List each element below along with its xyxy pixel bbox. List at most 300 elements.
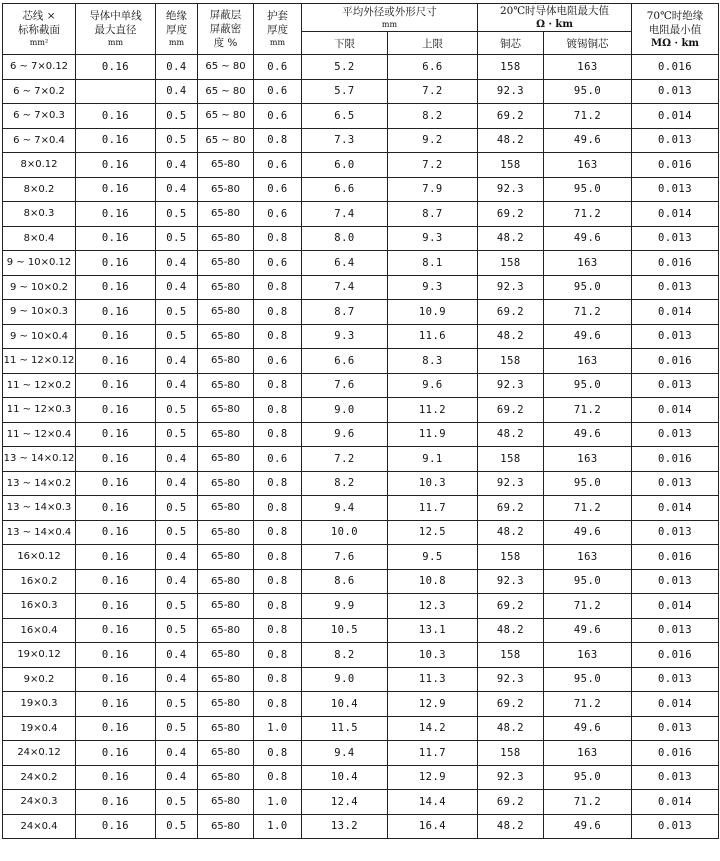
cell-size: 9 ~ 10×0.3 [3,300,76,325]
cell-tinned-resistance: 49.6 [544,520,632,545]
cell-sheath: 0.8 [254,471,302,496]
cell-copper-resistance: 158 [478,545,544,570]
cell-wire-diameter: 0.16 [76,349,156,374]
cell-tinned-resistance: 71.2 [544,594,632,619]
table-row [3,422,719,447]
cell-insulation-resistance: 0.014 [632,790,719,815]
cell-sheath: 0.6 [254,177,302,202]
cell-od-upper: 14.4 [388,790,478,815]
cell-size: 9 ~ 10×0.2 [3,275,76,300]
cell-od-lower: 6.5 [302,104,388,129]
cell-shield-density: 65-80 [198,716,254,741]
cell-tinned-resistance: 71.2 [544,398,632,423]
table-row [3,496,719,521]
cell-size: 13 ~ 14×0.2 [3,471,76,496]
cell-od-lower: 7.4 [302,275,388,300]
cell-insulation: 0.4 [156,447,198,472]
cell-insulation-resistance: 0.013 [632,79,719,104]
cell-od-upper: 6.6 [388,55,478,80]
table-row [3,275,719,300]
cell-insulation-resistance: 0.014 [632,202,719,227]
cell-tinned-resistance: 163 [544,447,632,472]
cell-insulation: 0.5 [156,202,198,227]
cell-size: 16×0.3 [3,594,76,619]
cell-sheath: 0.8 [254,594,302,619]
cell-od-lower: 5.2 [302,55,388,80]
cell-sheath: 0.8 [254,373,302,398]
cell-od-upper: 12.9 [388,692,478,717]
cell-insulation: 0.4 [156,251,198,276]
cell-wire-diameter: 0.16 [76,790,156,815]
table-row [3,55,719,80]
cell-wire-diameter: 0.16 [76,545,156,570]
cell-od-lower: 12.4 [302,790,388,815]
cell-insulation-resistance: 0.013 [632,569,719,594]
table-row [3,692,719,717]
cell-size: 9 ~ 10×0.12 [3,251,76,276]
cell-od-upper: 9.3 [388,275,478,300]
cell-wire-diameter: 0.16 [76,814,156,839]
cell-od-lower: 10.0 [302,520,388,545]
cell-tinned-resistance: 71.2 [544,692,632,717]
cell-insulation: 0.4 [156,765,198,790]
cell-shield-density: 65-80 [198,300,254,325]
cell-insulation-resistance: 0.013 [632,716,719,741]
cell-wire-diameter: 0.16 [76,716,156,741]
cell-tinned-resistance: 71.2 [544,300,632,325]
cell-od-lower: 7.6 [302,373,388,398]
header-conductor-wire: 导体中单线 最大直径 mm [76,4,156,55]
table-row [3,814,719,839]
cell-wire-diameter: 0.16 [76,643,156,668]
table-row [3,79,719,104]
cell-insulation-resistance: 0.013 [632,667,719,692]
cell-od-upper: 9.6 [388,373,478,398]
cell-shield-density: 65-80 [198,153,254,178]
cell-tinned-resistance: 49.6 [544,324,632,349]
cell-sheath: 0.6 [254,447,302,472]
cell-shield-density: 65-80 [198,643,254,668]
table-row [3,790,719,815]
cell-copper-resistance: 69.2 [478,104,544,129]
cell-shield-density: 65-80 [198,398,254,423]
cell-copper-resistance: 69.2 [478,398,544,423]
cell-copper-resistance: 158 [478,741,544,766]
cell-od-upper: 10.8 [388,569,478,594]
cell-sheath: 0.8 [254,741,302,766]
cell-tinned-resistance: 49.6 [544,814,632,839]
cell-shield-density: 65 ~ 80 [198,104,254,129]
table-row [3,153,719,178]
cell-tinned-resistance: 71.2 [544,496,632,521]
cell-od-lower: 8.2 [302,643,388,668]
cell-copper-resistance: 48.2 [478,324,544,349]
cell-tinned-resistance: 163 [544,55,632,80]
cell-shield-density: 65-80 [198,594,254,619]
cell-od-upper: 8.1 [388,251,478,276]
cell-od-upper: 11.9 [388,422,478,447]
cell-size: 6 ~ 7×0.12 [3,55,76,80]
cell-copper-resistance: 92.3 [478,79,544,104]
cell-insulation: 0.4 [156,667,198,692]
header-tinned-copper: 镀锡铜芯 [544,32,632,55]
cell-insulation-resistance: 0.013 [632,814,719,839]
cell-shield-density: 65-80 [198,741,254,766]
cell-shield-density: 65-80 [198,251,254,276]
table-row [3,471,719,496]
cell-od-upper: 7.2 [388,153,478,178]
cell-od-lower: 10.4 [302,692,388,717]
cell-copper-resistance: 69.2 [478,692,544,717]
cell-wire-diameter: 0.16 [76,447,156,472]
cell-insulation: 0.4 [156,569,198,594]
table-row [3,104,719,129]
cell-od-upper: 12.9 [388,765,478,790]
cell-wire-diameter: 0.16 [76,741,156,766]
cell-copper-resistance: 92.3 [478,569,544,594]
cell-shield-density: 65-80 [198,765,254,790]
cable-spec-table [2,3,719,839]
cell-copper-resistance: 92.3 [478,373,544,398]
cell-insulation: 0.4 [156,177,198,202]
cell-sheath: 0.8 [254,765,302,790]
cell-wire-diameter: 0.16 [76,765,156,790]
cell-insulation: 0.5 [156,226,198,251]
cell-od-lower: 9.6 [302,422,388,447]
cell-od-upper: 12.5 [388,520,478,545]
cell-wire-diameter: 0.16 [76,324,156,349]
cell-od-lower: 6.4 [302,251,388,276]
cell-tinned-resistance: 163 [544,643,632,668]
cell-insulation: 0.4 [156,643,198,668]
cell-shield-density: 65-80 [198,618,254,643]
table-row [3,447,719,472]
cell-insulation-resistance: 0.013 [632,765,719,790]
cell-sheath: 0.8 [254,643,302,668]
cell-od-upper: 14.2 [388,716,478,741]
cell-size: 6 ~ 7×0.3 [3,104,76,129]
cell-sheath: 0.8 [254,226,302,251]
cell-od-upper: 11.7 [388,741,478,766]
cell-od-lower: 5.7 [302,79,388,104]
cell-shield-density: 65-80 [198,545,254,570]
cell-insulation-resistance: 0.016 [632,643,719,668]
cell-wire-diameter: 0.16 [76,104,156,129]
table-row [3,545,719,570]
cell-od-lower: 7.4 [302,202,388,227]
cell-od-lower: 9.9 [302,594,388,619]
table-row [3,520,719,545]
cell-size: 6 ~ 7×0.2 [3,79,76,104]
cell-od-lower: 8.0 [302,226,388,251]
cell-sheath: 0.8 [254,300,302,325]
cell-wire-diameter: 0.16 [76,226,156,251]
cell-shield-density: 65 ~ 80 [198,55,254,80]
table-row [3,569,719,594]
cell-od-upper: 8.2 [388,104,478,129]
cell-copper-resistance: 48.2 [478,618,544,643]
cell-copper-resistance: 69.2 [478,300,544,325]
cell-copper-resistance: 158 [478,251,544,276]
cell-insulation: 0.4 [156,545,198,570]
cell-insulation-resistance: 0.016 [632,741,719,766]
cell-size: 24×0.2 [3,765,76,790]
cell-copper-resistance: 158 [478,153,544,178]
cell-shield-density: 65-80 [198,422,254,447]
header-lower: 下限 [302,32,388,55]
table-row [3,373,719,398]
cell-copper-resistance: 48.2 [478,422,544,447]
cell-insulation: 0.5 [156,520,198,545]
cell-od-lower: 11.5 [302,716,388,741]
cell-copper-resistance: 48.2 [478,716,544,741]
cell-wire-diameter: 0.16 [76,667,156,692]
cell-size: 9×0.2 [3,667,76,692]
cell-sheath: 0.8 [254,545,302,570]
cell-od-upper: 11.2 [388,398,478,423]
cell-od-upper: 16.4 [388,814,478,839]
cell-od-upper: 7.2 [388,79,478,104]
cell-shield-density: 65-80 [198,324,254,349]
cell-size: 24×0.3 [3,790,76,815]
cell-size: 19×0.3 [3,692,76,717]
cell-tinned-resistance: 163 [544,349,632,374]
cell-insulation: 0.4 [156,55,198,80]
cell-od-lower: 8.2 [302,471,388,496]
cell-copper-resistance: 92.3 [478,667,544,692]
cell-copper-resistance: 69.2 [478,202,544,227]
header-upper: 上限 [388,32,478,55]
cell-size: 8×0.4 [3,226,76,251]
cell-od-upper: 11.3 [388,667,478,692]
cell-tinned-resistance: 71.2 [544,790,632,815]
cell-copper-resistance: 69.2 [478,790,544,815]
cell-insulation-resistance: 0.016 [632,153,719,178]
cell-insulation: 0.5 [156,324,198,349]
cell-shield-density: 65-80 [198,520,254,545]
cell-sheath: 1.0 [254,790,302,815]
cell-size: 16×0.12 [3,545,76,570]
cell-size: 24×0.4 [3,814,76,839]
cell-insulation: 0.4 [156,275,198,300]
cell-sheath: 0.8 [254,324,302,349]
cell-sheath: 0.8 [254,692,302,717]
cell-insulation: 0.5 [156,594,198,619]
cell-shield-density: 65-80 [198,226,254,251]
cell-insulation-resistance: 0.013 [632,471,719,496]
cell-shield-density: 65-80 [198,202,254,227]
cell-insulation: 0.5 [156,496,198,521]
cell-tinned-resistance: 49.6 [544,226,632,251]
cell-size: 11 ~ 12×0.4 [3,422,76,447]
cell-size: 8×0.12 [3,153,76,178]
table-row [3,177,719,202]
cell-size: 11 ~ 12×0.12 [3,349,76,374]
table-row [3,251,719,276]
cell-shield-density: 65 ~ 80 [198,79,254,104]
cell-insulation-resistance: 0.016 [632,349,719,374]
cell-sheath: 0.6 [254,104,302,129]
cell-shield-density: 65-80 [198,275,254,300]
cell-od-upper: 9.1 [388,447,478,472]
cell-od-upper: 7.9 [388,177,478,202]
cell-wire-diameter: 0.16 [76,55,156,80]
table-row [3,643,719,668]
cell-od-lower: 10.4 [302,765,388,790]
cell-od-lower: 9.4 [302,741,388,766]
cell-insulation: 0.5 [156,398,198,423]
cell-shield-density: 65-80 [198,569,254,594]
table-body [3,55,719,839]
cell-od-upper: 10.3 [388,471,478,496]
table-row [3,398,719,423]
cell-od-lower: 9.3 [302,324,388,349]
cell-insulation: 0.4 [156,79,198,104]
cell-wire-diameter: 0.16 [76,153,156,178]
cell-od-upper: 9.3 [388,226,478,251]
cell-insulation: 0.5 [156,422,198,447]
cell-od-lower: 9.0 [302,398,388,423]
cell-shield-density: 65 ~ 80 [198,128,254,153]
cell-size: 8×0.3 [3,202,76,227]
cell-wire-diameter: 0.16 [76,520,156,545]
cell-sheath: 0.8 [254,520,302,545]
cell-sheath: 0.8 [254,496,302,521]
cell-tinned-resistance: 163 [544,251,632,276]
cell-shield-density: 65-80 [198,373,254,398]
cell-wire-diameter: 0.16 [76,422,156,447]
cell-wire-diameter: 0.16 [76,275,156,300]
cell-tinned-resistance: 95.0 [544,275,632,300]
cell-sheath: 0.6 [254,349,302,374]
cell-size: 11 ~ 12×0.2 [3,373,76,398]
cell-shield-density: 65-80 [198,496,254,521]
header-row-1 [3,4,719,32]
cell-copper-resistance: 69.2 [478,594,544,619]
cell-sheath: 0.6 [254,202,302,227]
cell-tinned-resistance: 95.0 [544,471,632,496]
cell-sheath: 0.8 [254,618,302,643]
cell-shield-density: 65-80 [198,692,254,717]
cell-insulation-resistance: 0.016 [632,447,719,472]
cell-od-upper: 11.7 [388,496,478,521]
cell-copper-resistance: 48.2 [478,814,544,839]
cell-sheath: 0.6 [254,153,302,178]
cell-size: 13 ~ 14×0.4 [3,520,76,545]
cell-sheath: 0.8 [254,569,302,594]
cell-wire-diameter: 0.16 [76,398,156,423]
cell-od-upper: 11.6 [388,324,478,349]
cell-od-upper: 12.3 [388,594,478,619]
cell-insulation: 0.5 [156,814,198,839]
table-row [3,716,719,741]
cell-sheath: 0.8 [254,422,302,447]
cell-insulation-resistance: 0.014 [632,496,719,521]
cell-size: 11 ~ 12×0.3 [3,398,76,423]
cell-shield-density: 65-80 [198,814,254,839]
table-row [3,128,719,153]
cell-wire-diameter: 0.16 [76,471,156,496]
cell-size: 6 ~ 7×0.4 [3,128,76,153]
cell-sheath: 0.8 [254,667,302,692]
cell-copper-resistance: 158 [478,447,544,472]
cell-insulation-resistance: 0.014 [632,398,719,423]
table-row [3,741,719,766]
header-insulation: 绝缘 厚度 mm [156,4,198,55]
cell-insulation-resistance: 0.014 [632,300,719,325]
cell-insulation-resistance: 0.013 [632,275,719,300]
cell-insulation-resistance: 0.013 [632,324,719,349]
cell-wire-diameter: 0.16 [76,202,156,227]
header-insulation-resistance: 70℃时绝缘 电阻最小值 MΩ · km [632,4,719,55]
cell-od-lower: 6.6 [302,177,388,202]
cell-od-upper: 8.7 [388,202,478,227]
cell-od-lower: 7.6 [302,545,388,570]
cell-copper-resistance: 92.3 [478,471,544,496]
cell-size: 13 ~ 14×0.3 [3,496,76,521]
cell-wire-diameter: 0.16 [76,373,156,398]
cell-insulation-resistance: 0.013 [632,177,719,202]
cell-insulation-resistance: 0.013 [632,520,719,545]
cell-wire-diameter: 0.16 [76,496,156,521]
cell-shield-density: 65-80 [198,447,254,472]
cell-tinned-resistance: 71.2 [544,202,632,227]
cell-copper-resistance: 158 [478,55,544,80]
cell-copper-resistance: 92.3 [478,275,544,300]
cell-shield-density: 65-80 [198,790,254,815]
header-shield: 屏蔽层 屏蔽密 度 % [198,4,254,55]
cell-od-lower: 7.2 [302,447,388,472]
cell-shield-density: 65-80 [198,667,254,692]
cell-size: 24×0.12 [3,741,76,766]
cell-copper-resistance: 92.3 [478,765,544,790]
table-row [3,667,719,692]
table-row [3,594,719,619]
cell-tinned-resistance: 49.6 [544,716,632,741]
cell-wire-diameter [76,79,156,104]
table-row [3,202,719,227]
cell-insulation-resistance: 0.016 [632,545,719,570]
table-row [3,349,719,374]
cell-insulation-resistance: 0.013 [632,422,719,447]
table-row [3,324,719,349]
cell-od-upper: 9.2 [388,128,478,153]
table-row [3,765,719,790]
cell-insulation: 0.4 [156,153,198,178]
cell-insulation-resistance: 0.013 [632,373,719,398]
cell-size: 13 ~ 14×0.12 [3,447,76,472]
cell-od-upper: 10.3 [388,643,478,668]
cell-tinned-resistance: 95.0 [544,765,632,790]
cell-wire-diameter: 0.16 [76,594,156,619]
cell-od-lower: 6.0 [302,153,388,178]
cell-copper-resistance: 48.2 [478,226,544,251]
cell-od-lower: 9.0 [302,667,388,692]
cell-od-lower: 9.4 [302,496,388,521]
cell-wire-diameter: 0.16 [76,300,156,325]
cell-tinned-resistance: 95.0 [544,667,632,692]
cell-insulation: 0.4 [156,349,198,374]
cell-tinned-resistance: 163 [544,545,632,570]
cell-od-lower: 8.7 [302,300,388,325]
cell-copper-resistance: 48.2 [478,520,544,545]
cell-copper-resistance: 69.2 [478,496,544,521]
cell-sheath: 1.0 [254,716,302,741]
cell-copper-resistance: 158 [478,643,544,668]
cell-od-upper: 10.9 [388,300,478,325]
cell-size: 19×0.12 [3,643,76,668]
cell-size: 9 ~ 10×0.4 [3,324,76,349]
